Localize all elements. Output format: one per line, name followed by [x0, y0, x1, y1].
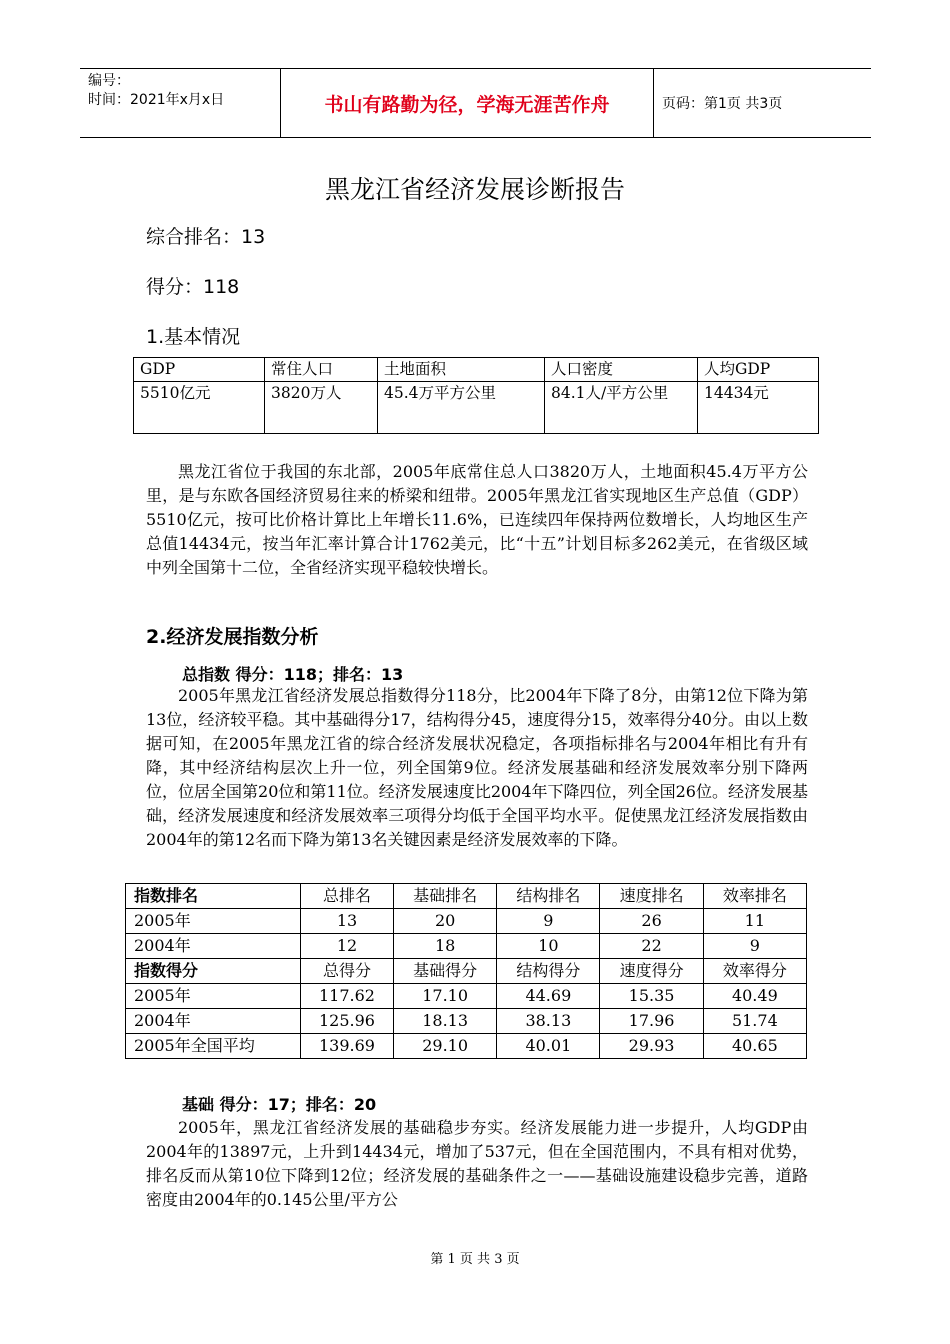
table-cell: 9 [703, 934, 806, 959]
table-cell: 44.69 [497, 984, 600, 1009]
table-header-cell: 速度排名 [600, 884, 703, 909]
table-cell: 29.93 [600, 1034, 703, 1059]
table-cell: 3820万人 [265, 382, 378, 434]
table-cell: 40.65 [703, 1034, 806, 1059]
table-cell: 125.96 [301, 1009, 394, 1034]
index-table [125, 883, 807, 1059]
table-cell: 22 [600, 934, 703, 959]
table-header-cell: 人口密度 [545, 358, 698, 382]
table-cell: 51.74 [703, 1009, 806, 1034]
table-cell: 5510亿元 [134, 382, 265, 434]
table-row [126, 984, 807, 1009]
base-index-subheading: 基础 得分：17；排名：20 [182, 1095, 377, 1114]
section-1-text [146, 460, 808, 580]
total-index-subheading: 总指数 得分：118；排名：13 [182, 665, 404, 684]
table-cell: 17.96 [600, 1009, 703, 1034]
overall-rank: 综合排名：13 [146, 226, 266, 248]
table-cell: 20 [394, 909, 497, 934]
table-cell: 15.35 [600, 984, 703, 1009]
table-cell: 40.49 [703, 984, 806, 1009]
table-header-cell: 基础得分 [394, 959, 497, 984]
table-cell: 12 [301, 934, 394, 959]
table-row [126, 884, 807, 909]
table-cell: 139.69 [301, 1034, 394, 1059]
table-cell: 2005年全国平均 [126, 1034, 301, 1059]
table-header-cell: 基础排名 [394, 884, 497, 909]
document-title: 黑龙江省经济发展诊断报告 [324, 175, 625, 204]
table-cell: 10 [497, 934, 600, 959]
table-cell: 2005年 [126, 984, 301, 1009]
table-header-cell: 效率排名 [703, 884, 806, 909]
table-cell: 40.01 [497, 1034, 600, 1059]
paragraph: 2005年，黑龙江省经济发展的基础稳步夯实。经济发展能力进一步提升，人均GDP由2004年的13897元，上升到14434元，增加了537元，但在全国范围内，不具有相对优势，排名反而从第10位下降到12位；经济发展的基础条件之一——基础设施建设稳步完善，道路密度由2004年的0.145公里/平方公 [146, 1118, 808, 1209]
table-row [126, 934, 807, 959]
page-header [80, 68, 871, 138]
header-motto: 书山有路勤为径，学海无涯苦作舟 [280, 69, 654, 137]
table-row [126, 1009, 807, 1034]
table-header-cell: 效率得分 [703, 959, 806, 984]
table-cell: 38.13 [497, 1009, 600, 1034]
table-header-cell: 指数排名 [126, 884, 301, 909]
table-cell: 117.62 [301, 984, 394, 1009]
table-header-cell: 结构排名 [497, 884, 600, 909]
table-cell: 18 [394, 934, 497, 959]
table-cell: 84.1人/平方公里 [545, 382, 698, 434]
basic-info-table [133, 357, 819, 434]
document-date: 时间：2021年x月x日 [88, 92, 225, 108]
section-2-heading: 2.经济发展指数分析 [146, 626, 319, 648]
table-cell: 11 [703, 909, 806, 934]
section-1-heading: 1.基本情况 [146, 326, 241, 348]
table-cell: 13 [301, 909, 394, 934]
table-cell: 2004年 [126, 934, 301, 959]
table-row [134, 382, 819, 434]
table-header-cell: 速度得分 [600, 959, 703, 984]
paragraph: 2005年黑龙江省经济发展总指数得分118分，比2004年下降了8分，由第12位下降为第13位，经济较平稳。其中基础得分17，结构得分45，速度得分15，效率得分40分。由以上数据可知，在2005年黑龙江省的综合经济发展状况稳定，各项指标排名与2004年相比有升有降，其中经济结构层次上升一位，列全国第9位。经济发展基础和经济发展效率分别下降两位，位居全国第20位和第11位。经济发展速度比2004年下降四位，列全国26位。经济发展基础，经济发展速度和经济发展效率三项得分均低于全国平均水平。促使黑龙江经济发展指数由2004年的第12名而下降为第13名关键因素是经济发展效率的下降。 [146, 686, 808, 849]
table-row [126, 959, 807, 984]
table-header-cell: 总排名 [301, 884, 394, 909]
overall-score: 得分：118 [146, 276, 240, 298]
table-header-cell: 结构得分 [497, 959, 600, 984]
base-index-text [146, 1116, 808, 1212]
table-header-cell: GDP [134, 358, 265, 382]
table-cell: 2005年 [126, 909, 301, 934]
paragraph: 黑龙江省位于我国的东北部，2005年底常住总人口3820万人，土地面积45.4万平方公里，是与东欧各国经济贸易往来的桥梁和纽带。2005年黑龙江省实现地区生产总值（GDP）5510亿元，按可比价格计算比上年增长11.6%，已连续四年保持两位数增长，人均地区生产总值14434元，按当年汇率计算合计1762美元，比“十五”计划目标多262美元，在省级区域中列全国第十二位，全省经济实现平稳较快增长。 [146, 462, 808, 577]
table-cell: 26 [600, 909, 703, 934]
table-cell: 9 [497, 909, 600, 934]
page-footer: 第 1 页 共 3 页 [430, 1252, 520, 1267]
table-cell: 17.10 [394, 984, 497, 1009]
document-number: 编号： [88, 73, 130, 89]
table-row [126, 1034, 807, 1059]
header-info [88, 72, 280, 110]
header-page-number: 页码：第1页 共3页 [662, 96, 783, 112]
table-header-cell: 土地面积 [378, 358, 545, 382]
table-header-cell: 指数得分 [126, 959, 301, 984]
table-cell: 2004年 [126, 1009, 301, 1034]
table-header-cell: 常住人口 [265, 358, 378, 382]
table-cell: 45.4万平方公里 [378, 382, 545, 434]
table-cell: 18.13 [394, 1009, 497, 1034]
table-cell: 14434元 [698, 382, 819, 434]
table-header-cell: 人均GDP [698, 358, 819, 382]
table-header-cell: 总得分 [301, 959, 394, 984]
table-row [134, 358, 819, 382]
section-2-text [146, 684, 808, 852]
table-cell: 29.10 [394, 1034, 497, 1059]
table-row [126, 909, 807, 934]
